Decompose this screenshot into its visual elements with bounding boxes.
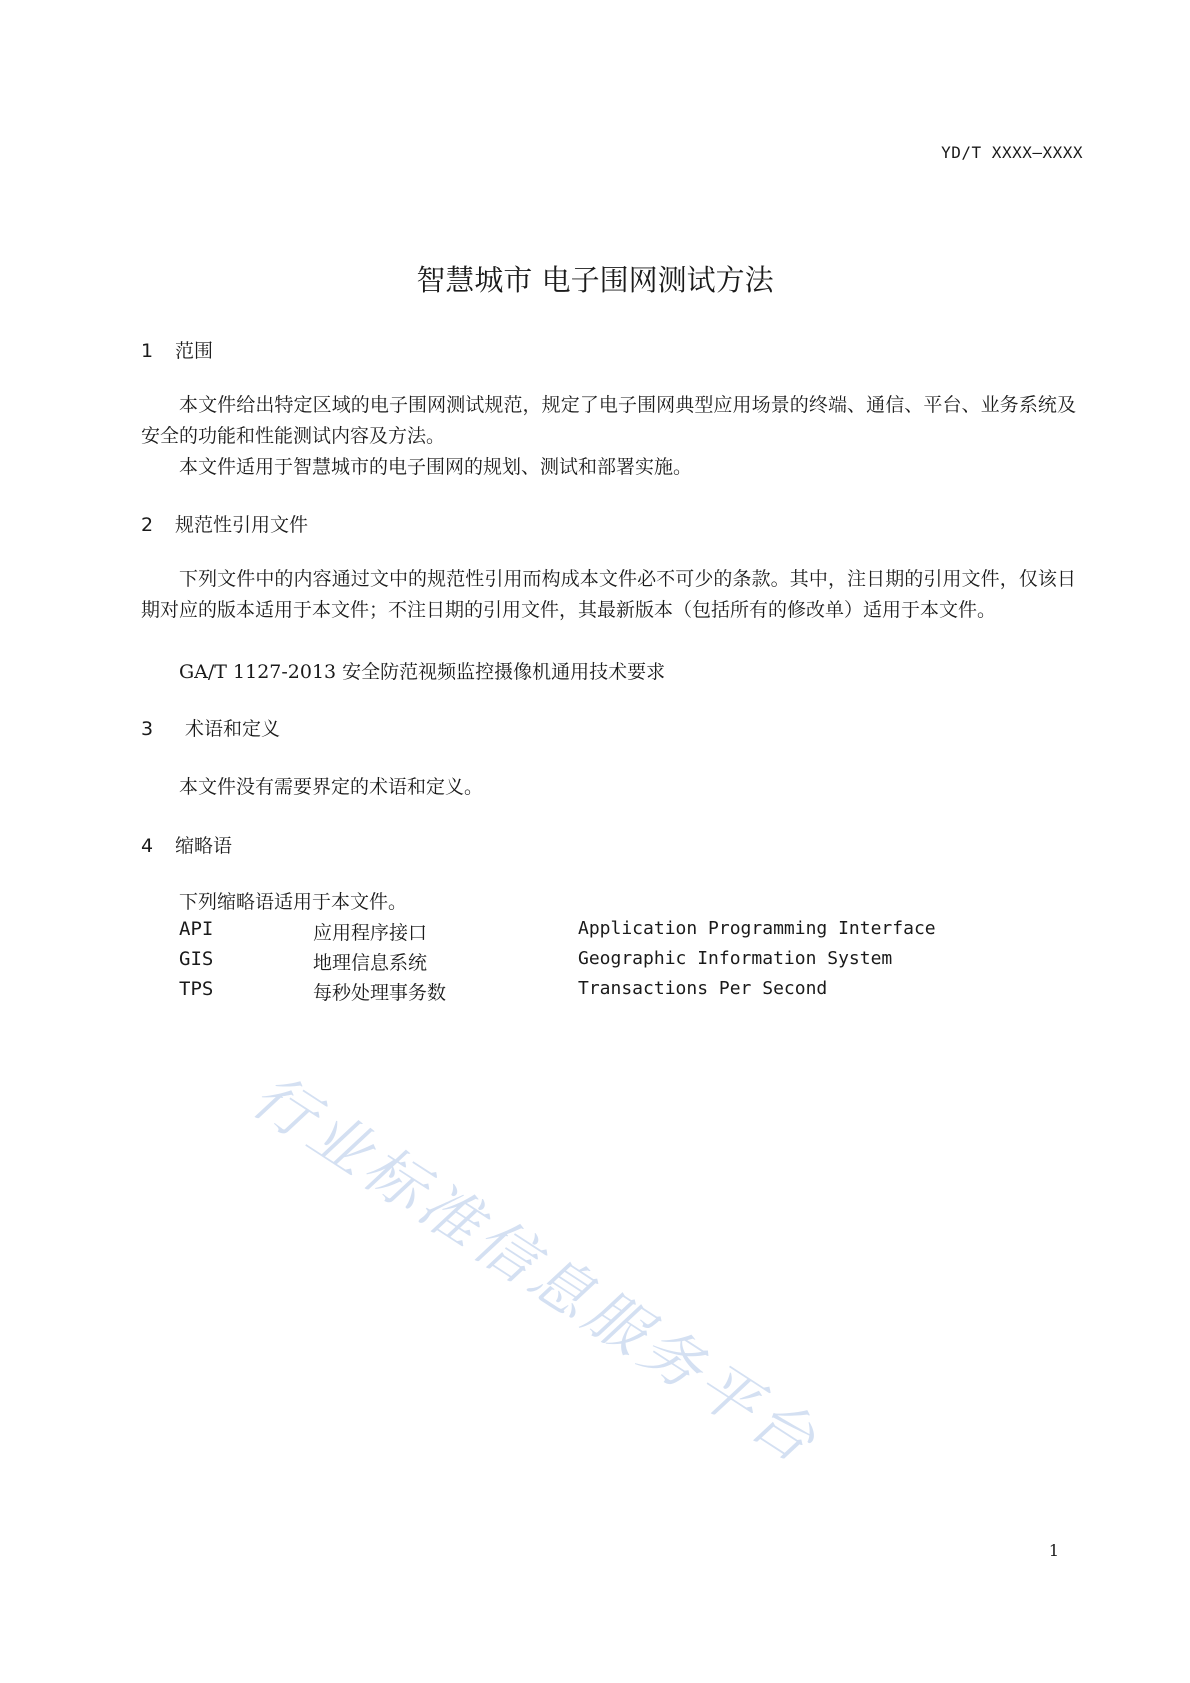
watermark: 行业标准信息服务平台 [239, 1060, 832, 1480]
abbreviation-code: TPS [179, 978, 214, 1000]
section-2-paragraph: 下列文件中的内容通过文中的规范性引用而构成本文件必不可少的条款。其中，注日期的引用文件，仅该日期对应的版本适用于本文件；不注日期的引用文件，其最新版本（包括所有的修改单）适用于本文件。 [141, 568, 1076, 621]
abbreviation-code: API [179, 918, 214, 940]
document-title: 智慧城市 电子围网测试方法 [416, 263, 774, 297]
abbreviation-english: Transactions Per Second [578, 978, 828, 999]
abbreviation-chinese: 每秒处理事务数 [313, 982, 447, 1004]
section-1-paragraph-2: 本文件适用于智慧城市的电子围网的规划、测试和部署实施。 [179, 456, 693, 478]
section-1-heading [141, 336, 213, 363]
abbreviation-chinese: 地理信息系统 [313, 952, 428, 974]
abbreviation-english: Geographic Information System [578, 948, 893, 969]
normative-reference: GA/T 1127-2013 安全防范视频监控摄像机通用技术要求 [179, 661, 666, 683]
section-number: 1 [141, 340, 154, 362]
section-title: 缩略语 [175, 835, 233, 857]
page-number: 1 [1048, 1541, 1059, 1560]
abbreviation-english: Application Programming Interface [578, 918, 936, 939]
section-2-heading [141, 510, 308, 537]
section-number: 4 [141, 835, 154, 857]
section-3-heading [141, 714, 280, 741]
section-title: 术语和定义 [185, 718, 281, 740]
section-number: 2 [141, 514, 154, 536]
standard-code: YD/T XXXX—XXXX [941, 143, 1083, 162]
abbreviation-code: GIS [179, 948, 214, 970]
section-3-paragraph: 本文件没有需要界定的术语和定义。 [179, 776, 484, 798]
section-number: 3 [141, 718, 154, 740]
section-title: 范围 [175, 340, 214, 362]
section-1-paragraph-1: 本文件给出特定区域的电子围网测试规范，规定了电子围网典型应用场景的终端、通信、平台、业务系统及安全的功能和性能测试内容及方法。 [141, 394, 1076, 447]
section-4-heading [141, 831, 232, 858]
abbreviations-intro: 下列缩略语适用于本文件。 [179, 891, 408, 913]
section-title: 规范性引用文件 [175, 514, 309, 536]
abbreviation-chinese: 应用程序接口 [313, 922, 428, 944]
